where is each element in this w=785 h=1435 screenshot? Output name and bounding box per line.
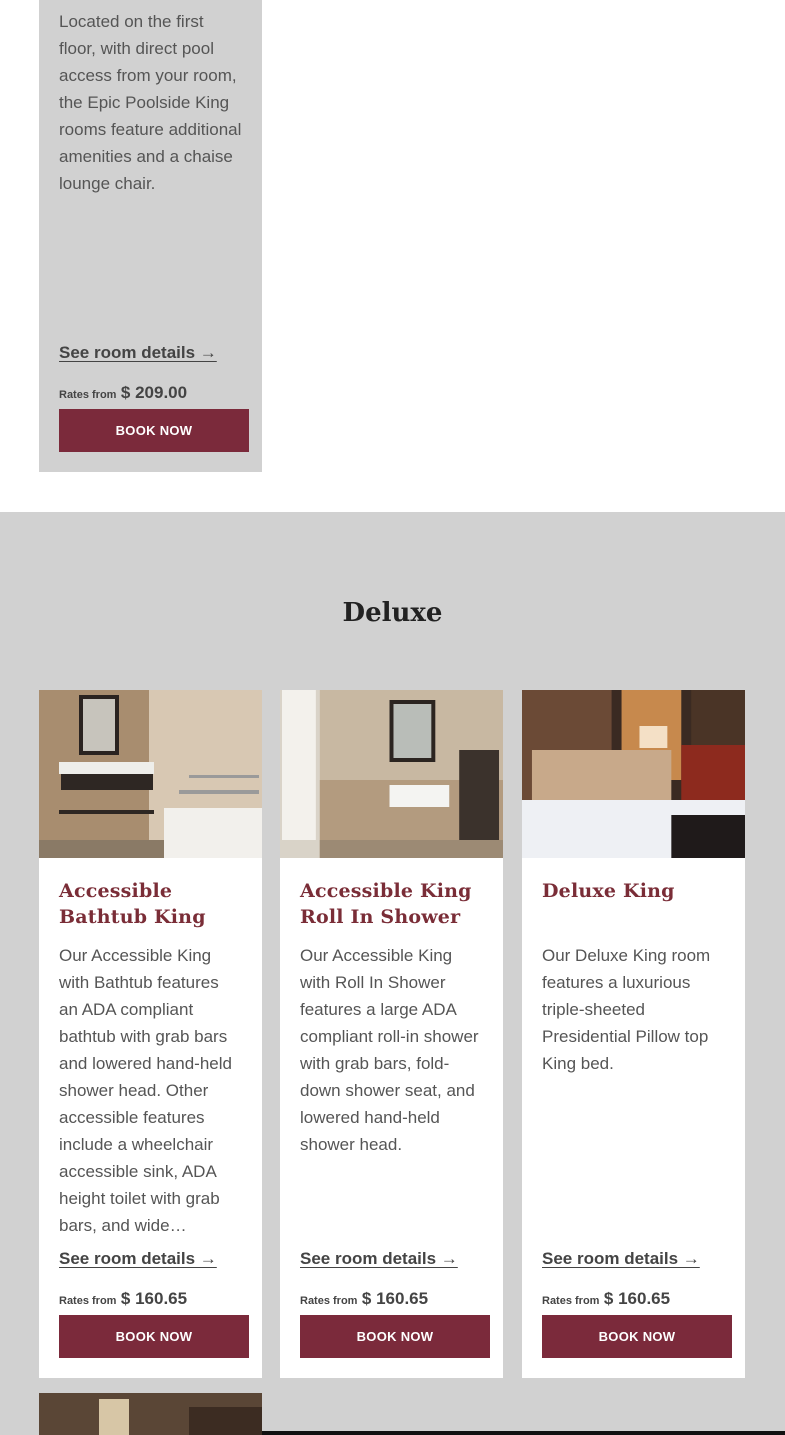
room-photo[interactable] — [280, 690, 503, 858]
rate-label: Rates from — [300, 1295, 358, 1307]
see-room-details-link[interactable]: See room details → — [542, 1249, 700, 1268]
rate — [59, 383, 187, 403]
book-now-button[interactable]: BOOK NOW — [542, 1315, 732, 1358]
room-photo[interactable] — [39, 690, 262, 858]
rate-price: $ 160.65 — [120, 1289, 188, 1308]
room-title[interactable]: Accessible King Roll In Shower — [300, 880, 472, 928]
see-room-details-link[interactable]: See room details → — [300, 1249, 458, 1268]
room-card-accessible-king-roll-in-shower — [280, 690, 503, 1378]
rate-label: Rates from — [59, 1295, 117, 1307]
rate-price: $ 160.65 — [361, 1289, 429, 1308]
room-title[interactable]: Deluxe King — [542, 880, 675, 902]
room-description: Our Accessible King with Bathtub features an ADA compliant bathtub with grab bars and lowered hand-held shower head. Other accessible features include a wheelchair accessible sink, ADA height toilet with grab bars, and wide… — [59, 946, 232, 1235]
rate — [300, 1289, 428, 1309]
rate-label: Rates from — [542, 1295, 600, 1307]
see-room-details-link[interactable]: See room details → — [59, 343, 217, 362]
rate — [59, 1289, 187, 1309]
rate-label: Rates from — [59, 389, 117, 401]
room-card-accessible-bathtub-king — [39, 690, 262, 1378]
room-description: Our Deluxe King room features a luxurious triple-sheeted Presidential Pillow top King bed. — [542, 946, 711, 1073]
room-description: Our Accessible King with Roll In Shower features a large ADA compliant roll-in shower with grab bars, fold-down shower seat, and lowered hand-held shower head. — [300, 946, 479, 1154]
section-title: Deluxe — [342, 598, 443, 628]
room-photo[interactable] — [39, 1393, 262, 1435]
book-now-button[interactable]: BOOK NOW — [59, 409, 249, 452]
rate — [542, 1289, 670, 1309]
rate-price: $ 160.65 — [603, 1289, 671, 1308]
room-card-next — [39, 1393, 262, 1435]
book-now-button[interactable]: BOOK NOW — [59, 1315, 249, 1358]
room-card-epic-poolside-king — [39, 0, 262, 472]
room-description: Located on the first floor, with direct pool access from your room, the Epic Poolside King rooms feature additional amenities and a chaise lounge chair. — [59, 12, 242, 193]
room-photo[interactable] — [522, 690, 745, 858]
room-card-deluxe-king — [522, 690, 745, 1378]
book-now-button[interactable]: BOOK NOW — [300, 1315, 490, 1358]
rate-price: $ 209.00 — [120, 383, 188, 402]
room-title[interactable]: Accessible Bathtub King — [59, 880, 206, 928]
bottom-divider — [262, 1431, 785, 1435]
see-room-details-link[interactable]: See room details → — [59, 1249, 217, 1268]
